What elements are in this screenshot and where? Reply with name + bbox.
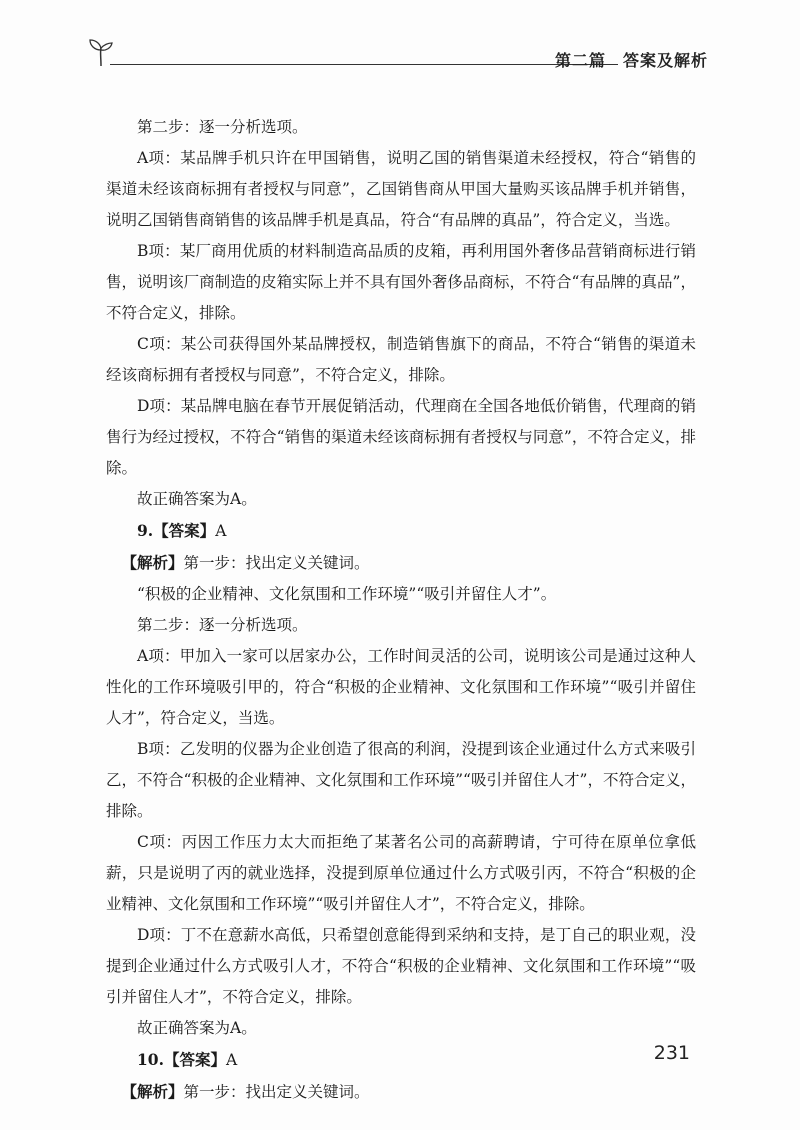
- paragraph: [106, 143, 696, 236]
- paragraph-text: C项：某公司获得国外某品牌授权，制造销售旗下的商品，不符合“销售的渠道未经该商标拥有者授权与同意”，不符合定义，排除。: [106, 335, 696, 384]
- label-prefix: 【解析】: [121, 553, 184, 572]
- paragraph: [106, 579, 696, 610]
- paragraph-text: B项：乙发明的仪器为企业创造了很高的利润，没提到该企业通过什么方式来吸引乙，不符合“积极的企业精神、文化氛围和工作环境”“吸引并留住人才”，不符合定义，排除。: [106, 740, 696, 820]
- paragraph-text: 第一步：找出定义关键词。: [183, 554, 370, 572]
- paragraph-text: A: [225, 1051, 238, 1069]
- paragraph: [106, 1013, 696, 1044]
- paragraph-text: A项：甲加入一家可以居家办公，工作时间灵活的公司，说明该公司是通过这种人性化的工作环境吸引甲的，符合“积极的企业精神、文化氛围和工作环境”“吸引并留住人才”，符合定义，当选。: [106, 647, 696, 727]
- paragraph-text: 第二步：逐一分析选项。: [137, 118, 308, 136]
- answer-explanation-body: [106, 112, 696, 1108]
- paragraph-text: 故正确答案为A。: [137, 1019, 257, 1037]
- paragraph-text: 故正确答案为A。: [137, 490, 257, 508]
- paragraph: [106, 920, 696, 1013]
- answer-line: [106, 1044, 696, 1076]
- paragraph: [106, 329, 696, 391]
- paragraph: [106, 610, 696, 641]
- paragraph: [106, 391, 696, 484]
- paragraph: [106, 112, 696, 143]
- paragraph-text: D项：丁不在意薪水高低，只希望创意能得到采纳和支持，是丁自己的职业观，没提到企业通过什么方式吸引人才，不符合“积极的企业精神、文化氛围和工作环境”“吸引并留住人才”，不符合定义，排除。: [106, 926, 696, 1006]
- paragraph: [106, 734, 696, 827]
- paragraph-text: A项：某品牌手机只许在甲国销售，说明乙国的销售渠道未经授权，符合“销售的渠道未经该商标拥有者授权与同意”，乙国销售商从甲国大量购买该品牌手机并销售，说明乙国销售商销售的该品牌手机是真品，符合“有品牌的真品”，符合定义，当选。: [106, 149, 696, 229]
- label-prefix: 【解析】: [121, 1082, 184, 1101]
- paragraph-text: 第一步：找出定义关键词。: [183, 1083, 370, 1101]
- paragraph: [106, 827, 696, 920]
- page-header: [88, 36, 708, 76]
- analysis-line: [106, 547, 696, 579]
- paragraph-text: 第二步：逐一分析选项。: [137, 616, 308, 634]
- analysis-line: [106, 1076, 696, 1108]
- paragraph: [106, 236, 696, 329]
- paragraph-text: D项：某品牌电脑在春节开展促销活动，代理商在全国各地低价销售，代理商的销售行为经过授权，不符合“销售的渠道未经该商标拥有者授权与同意”，不符合定义，排除。: [106, 397, 696, 477]
- paragraph-text: “积极的企业精神、文化氛围和工作环境”“吸引并留住人才”。: [137, 585, 557, 603]
- paragraph-text: B项：某厂商用优质的材料制造高品质的皮箱，再利用国外奢侈品营销商标进行销售，说明该厂商制造的皮箱实际上并不具有国外奢侈品商标，不符合“有品牌的真品”，不符合定义，排除。: [106, 242, 696, 322]
- label-prefix: 10.【答案】: [137, 1050, 226, 1069]
- paragraph-text: C项：丙因工作压力太大而拒绝了某著名公司的高薪聘请，宁可待在原单位拿低薪，只是说明了丙的就业选择，没提到原单位通过什么方式吸引丙，不符合“积极的企业精神、文化氛围和工作环境”“吸引并留住人才”，不符合定义，排除。: [106, 833, 696, 913]
- label-prefix: 9.【答案】: [137, 521, 216, 540]
- paragraph: [106, 641, 696, 734]
- paragraph: [106, 484, 696, 515]
- header-rule: [110, 64, 618, 65]
- page-number: 231: [653, 1042, 690, 1064]
- paragraph-text: A: [215, 522, 227, 540]
- section-title: 第二篇 答案及解析: [554, 51, 708, 70]
- answer-line: [106, 515, 696, 547]
